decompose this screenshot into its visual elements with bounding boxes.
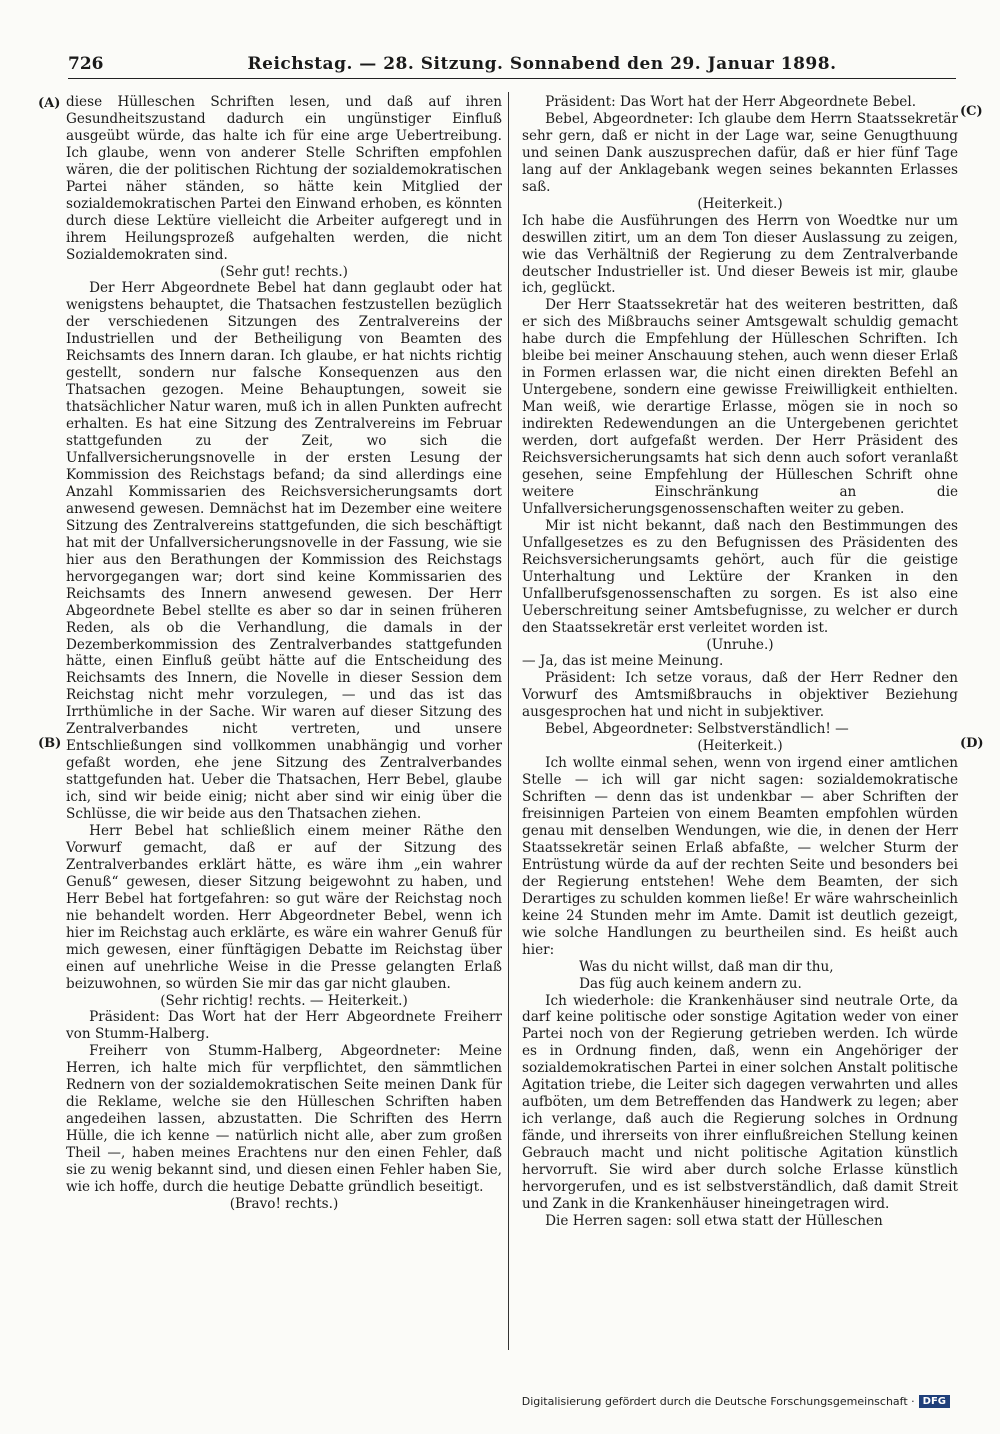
paragraph: Präsident: Ich setze voraus, daß der Herr Redner den Vorwurf des Amtsmißbrauchs in objektiver Beziehung ausgesprochen hat und nicht in subjektiver. bbox=[522, 670, 958, 721]
page-number: 726 bbox=[68, 54, 104, 74]
margin-marker-c: (C) bbox=[960, 104, 983, 119]
running-head: Reichstag. — 28. Sitzung. Sonnabend den 29. Januar 1898. bbox=[247, 54, 837, 74]
paragraph: Präsident: Das Wort hat der Herr Abgeordnete Freiherr von Stumm-Halberg. bbox=[66, 1009, 502, 1043]
paragraph: — Ja, das ist meine Meinung. bbox=[522, 653, 724, 670]
column-rule bbox=[508, 92, 509, 1350]
dfg-logo: DFG bbox=[919, 1395, 950, 1408]
left-column bbox=[66, 94, 502, 1213]
paragraph: (Heiterkeit.) bbox=[697, 738, 783, 755]
paragraph: Mir ist nicht bekannt, daß nach den Bestimmungen des Unfallgesetzes es zu den Befugnissen des Präsidenten des Reichsversicherungsamts gehört, auch für die geistige Unterhaltung und Lektüre der Kranken in den Unfallberufsgenossenschaften zu sorgen. Es ist also eine Ueberschreitung seiner Amtsbefugnisse, zu welcher er durch den Staatssekretär erst verleitet worden ist. bbox=[522, 517, 958, 636]
paragraph: Freiherr von Stumm-Halberg, Abgeordneter: Meine Herren, ich halte mich für verpflichtet, den sämmtlichen Rednern von der sozialdemokratischen Seite meinen Dank für die Reklame, welche sie den Hülleschen Schriften haben angedeihen lassen, abzustatten. Die Schriften des Herrn Hülle, die ich kenne — natürlich nicht alle, aber zum großen Theil —, haben meines Erachtens nur den einen Fehler, daß sie zu wenig bekannt sind, und diesen einen Fehler haben Sie, wie ich hoffe, durch die heutige Debatte gründlich beseitigt. bbox=[66, 1043, 502, 1195]
paragraph: Präsident: Das Wort hat der Herr Abgeordnete Bebel. bbox=[545, 94, 917, 110]
margin-marker-d: (D) bbox=[960, 736, 984, 751]
page-header bbox=[68, 52, 956, 79]
paragraph: (Heiterkeit.) bbox=[697, 195, 783, 212]
paragraph: (Unruhe.) bbox=[706, 636, 774, 653]
paragraph: Der Herr Abgeordnete Bebel hat dann geglaubt oder hat wenigstens behauptet, die Thatsachen festzustellen bezüglich der verschiedenen Sitzungen des Zentralvereins der Industriellen und der Betheiligung von Beamten des Reichsamts des Innern daran. Ich glaube, er hat nichts richtig gestellt, sondern nur falsche Konsequenzen aus den Thatsachen gezogen. Meine Behauptungen, soweit sie thatsächlicher Natur waren, muß ich in allen Punkten aufrecht erhalten. Es hat eine Sitzung des Zentralvereins im Februar stattgefunden zu der Zeit, wo sich die Unfallversicherungsnovelle in der ersten Lesung der Kommission des Reichstags befand; da sind allerdings eine Anzahl Kommissarien des Reichsversicherungsamts dort anwesend gewesen. Demnächst hat im Dezember eine weitere Sitzung des Zentralvereins stattgefunden, die sich beschäftigt hat mit der Unfallversicherungsnovelle in der Fassung, wie sie hier aus den Berathungen der Kommission des Reichstags hervorgegangen war; dort sind keine Kommissarien des Reichsamts des Innern anwesend gewesen. Der Herr Abgeordnete Bebel stellte es aber so dar in seinen früheren Reden, als ob die Verhandlung, die damals in der Dezemberkommission des Zentralverbandes stattgefunden hätte, einen Einfluß geübt hätte auf die Entscheidung des Reichsamts des Innern, die Novelle in dieser Session dem Reichstag nicht mehr vorzulegen, — und das ist das Irrthümliche in der Sache. Wir waren auf dieser Sitzung des Zentralverbandes nicht vertreten, und unsere Entschließungen sind vollkommen unabhängig und vorher gefaßt worden, ehe jene Sitzung des Zentralverbandes stattgefunden hat. Ueber die Thatsachen, Herr Bebel, glaube ich, sind wir beide einig; nicht aber sind wir einig über die Schlüsse, die wir beide aus den Thatsachen ziehen. bbox=[66, 280, 502, 823]
paragraph: diese Hülleschen Schriften lesen, und daß auf ihren Gesundheitszustand dadurch ein ungünstiger Einfluß ausgeübt würde, das halte ich für eine arge Uebertreibung. Ich glaube, wenn von anderer Stelle Schriften empfohlen wären, die der politischen Richtung der sozialdemokratischen Partei näher ständen, so hätte kein Mitglied der sozialdemokratischen Partei den Einwand erhoben, es könnten durch diese Lektüre vielleicht die Arbeiter aufgeregt und in ihrem Heilungsprozeß aufgehalten werden, die nicht Sozialdemokraten sind. bbox=[66, 94, 502, 263]
paragraph: (Sehr richtig! rechts. — Heiterkeit.) bbox=[160, 992, 408, 1009]
paragraph: Der Herr Staatssekretär hat des weiteren bestritten, daß er sich des Mißbrauchs seiner Amtsgewalt schuldig gemacht habe durch die Empfehlung der Hülleschen Schriften. Ich bleibe bei meiner Anschauung stehen, auch wenn dieser Erlaß in Formen erlassen war, die nicht einen direkten Befehl an Untergebene, sondern eine gewisse Freiwilligkeit enthielten. Man weiß, wie derartige Erlasse, mögen sie in noch so indirekten Redewendungen an die Untergebenen gerichtet werden, dort aufgefaßt werden. Der Herr Präsident des Reichsversicherungsamts hat sich denn auch sofort veranlaßt gesehen, seine Empfehlung der Hülleschen Schrift ohne weitere Einschränkung an die Unfallversicherungsgenossenschaften weiter zu geben. bbox=[522, 297, 958, 517]
paragraph: Ich wiederhole: die Krankenhäuser sind neutrale Orte, da darf keine politische oder sonstige Agitation weder von einer Partei noch von der Regierung getrieben werden. Ich würde es in Ordnung finden, daß, wenn ein Angehöriger der sozialdemokratischen Partei in einer solchen Anstalt politische Agitation triebe, die Leiter sich dagegen verwahrten und alles aufböten, um dem Betreffenden das Handwerk zu legen; aber ich verlange, daß auch die Regierung solches in Ordnung fände, und ihrerseits von ihrer einflußreichen Stellung keinen Gebrauch macht und nicht politische Agitation künstlich hervorruft. Sie wird aber durch solche Erlasse künstlich hervorgerufen, und es ist selbstverständlich, daß damit Streit und Zank in die Krankenhäuser hineingetragen wird. bbox=[522, 992, 958, 1212]
margin-marker-a: (A) bbox=[38, 96, 61, 111]
paragraph: (Bravo! rechts.) bbox=[229, 1195, 339, 1212]
footer bbox=[522, 1395, 950, 1408]
right-column bbox=[522, 94, 958, 1230]
footer-credit: Digitalisierung gefördert durch die Deutsche Forschungsgemeinschaft · bbox=[521, 1395, 915, 1408]
paragraph: Bebel, Abgeordneter: Ich glaube dem Herrn Staatssekretär sehr gern, daß er nicht in der Lage war, seine Genugthuung und seinen Dank auszusprechen dafür, daß er hier fünf Tage lang auf der Anklagebank wegen seines bekannten Erlasses saß. bbox=[522, 110, 958, 195]
paragraph: Die Herren sagen: soll etwa statt der Hülleschen bbox=[545, 1212, 883, 1229]
paragraph: Was du nicht willst, daß man dir thu, bbox=[579, 958, 834, 975]
margin-marker-b: (B) bbox=[38, 736, 62, 751]
paragraph: Ich wollte einmal sehen, wenn von irgend einer amtlichen Stelle — ich will gar nicht sagen: sozialdemokratische Schriften — denn das ist undenkbar — aber Schriften der freisinnigen Parteien von einem Beamten empfohlen würden genau mit denselben Wendungen, wie die, in denen der Herr Staatssekretär seinen Erlaß abfaßte, — welcher Sturm der Entrüstung würde da auf der rechten Seite und besonders bei der Regierung entstehen! Wehe dem Beamten, der sich Derartiges zu schulden kommen ließe! Er wäre wahrscheinlich keine 24 Stunden mehr im Amte. Damit ist deutlich gezeigt, wie solche Handlungen zu beurtheilen sind. Es heißt auch hier: bbox=[522, 755, 958, 958]
paragraph: Herr Bebel hat schließlich einem meiner Räthe den Vorwurf gemacht, daß er auf der Sitzung des Zentralverbandes erklärt hätte, es wäre ihm „ein wahrer Genuß“ gewesen, dieser Sitzung beigewohnt zu haben, und Herr Bebel hat fortgefahren: so gut wäre der Reichstag noch nie behandelt worden. Herr Abgeordneter Bebel, wenn ich hier im Reichstag auch erklärte, es wäre ein wahrer Genuß für mich gewesen, einer fünftägigen Debatte im Reichstag über einen auf unehrliche Weise in die Presse gelangten Erlaß beizuwohnen, so würden Sie mir das gar nicht glauben. bbox=[66, 822, 502, 992]
paragraph: (Sehr gut! rechts.) bbox=[220, 263, 348, 280]
paragraph: Das füg auch keinem andern zu. bbox=[579, 975, 802, 992]
paragraph: Ich habe die Ausführungen des Herrn von Woedtke nur um deswillen zitirt, um an dem Ton dieser Auslassung zu zeigen, wie das Verhältniß der Regierung zu dem Zentralverbande deutscher Industrieller ist. Und dieser Beweis ist mir, glaube ich, geglückt. bbox=[522, 212, 958, 297]
paragraph: Bebel, Abgeordneter: Selbstverständlich! — bbox=[545, 721, 849, 738]
